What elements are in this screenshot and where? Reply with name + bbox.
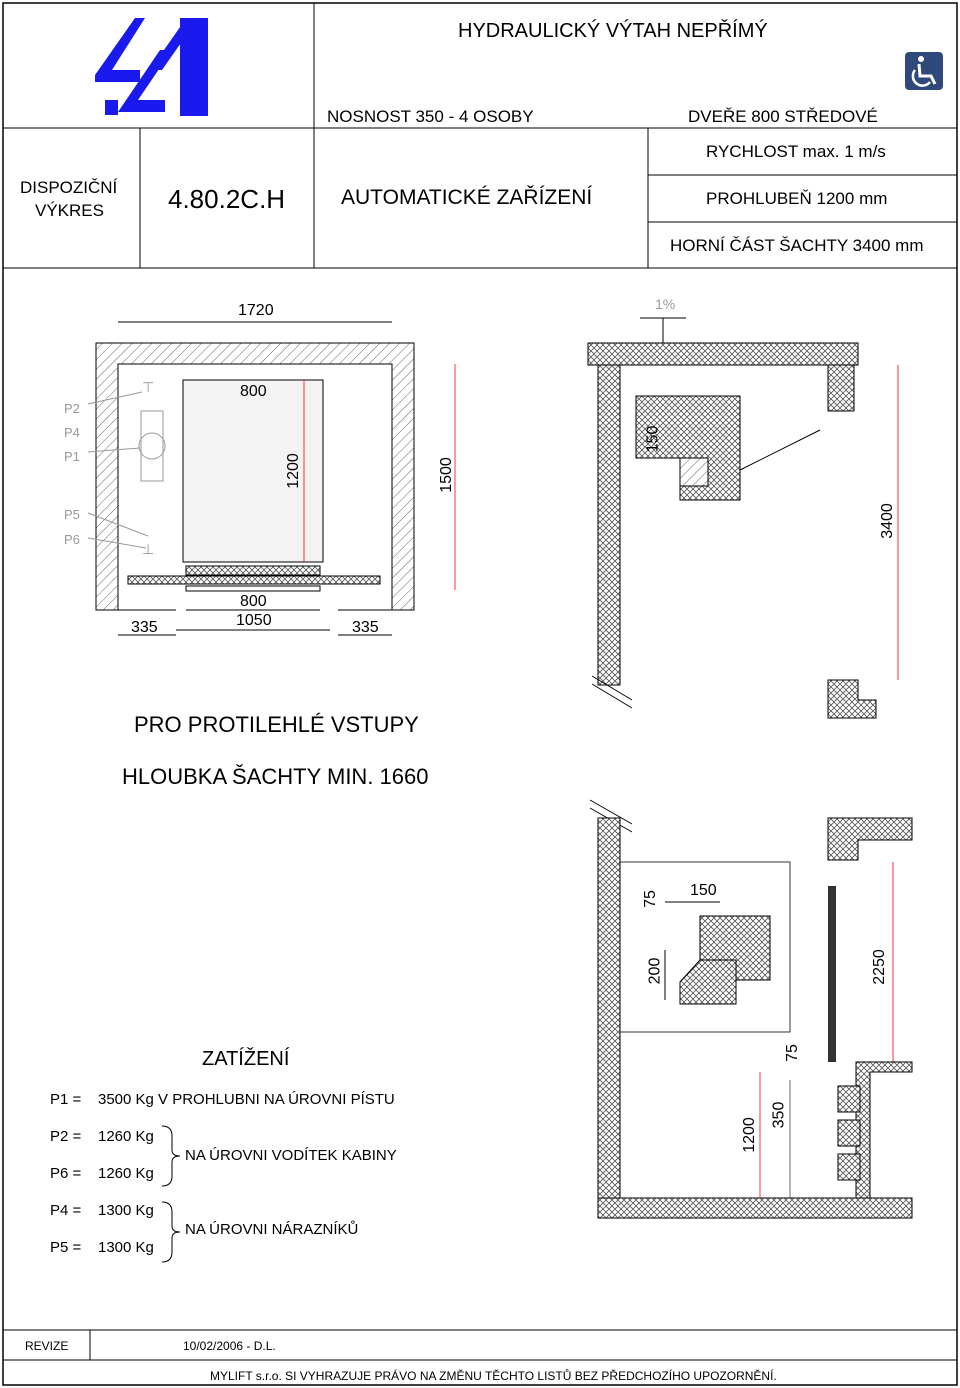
- section-top: [588, 318, 898, 718]
- group2-text: NA ÚROVNI NÁRAZNÍKŮ: [185, 1221, 359, 1238]
- group1-text: NA ÚROVNI VODÍTEK KABINY: [185, 1147, 397, 1164]
- drawing-type-1: DISPOZIČNÍ: [20, 178, 118, 197]
- dim-cabin-depth: 1200: [284, 453, 302, 489]
- dim-1200: 1200: [740, 1117, 758, 1153]
- note-shaft-depth: HLOUBKA ŠACHTY MIN. 1660: [122, 764, 429, 789]
- dim-top-150: 150: [644, 425, 662, 453]
- drawing-number: 4.80.2C.H: [168, 184, 286, 214]
- doors-text: DVEŘE 800 STŘEDOVÉ: [688, 107, 878, 126]
- label-p5: P5: [64, 507, 80, 522]
- revision-label: REVIZE: [25, 1339, 69, 1353]
- dim-shaft-depth: 1500: [437, 457, 455, 493]
- dim-door-1050: 1050: [236, 612, 272, 629]
- label-p2: P2: [64, 401, 80, 416]
- speed-text: RYCHLOST max. 1 m/s: [706, 142, 886, 161]
- dim-wall-right: 335: [352, 619, 379, 636]
- p4-value: 1300 Kg: [98, 1202, 154, 1219]
- load-braces: [162, 1126, 180, 1262]
- dim-1720: 1720: [238, 302, 274, 319]
- dim-350: 350: [770, 1101, 788, 1129]
- dim-200: 200: [646, 957, 664, 985]
- automation-text: AUTOMATICKÉ ZAŘÍZENÍ: [341, 186, 593, 209]
- slope-text: 1%: [655, 296, 676, 312]
- plan-view: [88, 322, 455, 635]
- revision-value: 10/02/2006 - D.L.: [183, 1339, 276, 1353]
- p1-label: P1 =: [50, 1091, 82, 1108]
- p2-label: P2 =: [50, 1128, 82, 1145]
- wheelchair-icon: [905, 52, 943, 90]
- dim-cabin-width: 800: [240, 383, 267, 400]
- p2-value: 1260 Kg: [98, 1128, 154, 1145]
- label-p1: P1: [64, 449, 80, 464]
- headroom-text: HORNÍ ČÁST ŠACHTY 3400 mm: [670, 236, 924, 255]
- section-bottom: [590, 800, 912, 1218]
- drawing-type-2: VÝKRES: [35, 201, 104, 220]
- p5-value: 1300 Kg: [98, 1239, 154, 1256]
- svg-text:⊤: ⊤: [142, 379, 155, 395]
- drawing-title: HYDRAULICKÝ VÝTAH NEPŘÍMÝ: [458, 20, 768, 42]
- loads-title: ZATÍŽENÍ: [202, 1048, 290, 1070]
- p6-value: 1260 Kg: [98, 1165, 154, 1182]
- label-p4: P4: [64, 425, 80, 440]
- label-p6: P6: [64, 532, 80, 547]
- svg-text:⊥: ⊥: [142, 541, 155, 557]
- dim-75-top: 75: [641, 890, 659, 908]
- p1-text: 3500 Kg V PROHLUBNI NA ÚROVNI PÍSTU: [98, 1091, 395, 1108]
- dim-2250: 2250: [870, 949, 888, 985]
- dim-75-bottom: 75: [783, 1044, 801, 1062]
- dim-3400: 3400: [878, 503, 896, 539]
- pit-text: PROHLUBEŇ 1200 mm: [706, 189, 888, 208]
- copyright-text: MYLIFT s.r.o. SI VYHRAZUJE PRÁVO NA ZMĚNU TĚCHTO LISTŮ BEZ PŘEDCHOZÍHO UPOZORNĚNÍ.: [210, 1369, 777, 1383]
- mylift-logo: [95, 18, 208, 116]
- note-opposite-entries: PRO PROTILEHLÉ VSTUPY: [134, 712, 419, 737]
- p5-label: P5 =: [50, 1239, 82, 1256]
- dim-150: 150: [690, 882, 717, 899]
- p4-label: P4 =: [50, 1202, 82, 1219]
- footer-grid: [3, 1330, 957, 1360]
- dim-wall-left: 335: [131, 619, 158, 636]
- p6-label: P6 =: [50, 1165, 82, 1182]
- capacity-text: NOSNOST 350 - 4 OSOBY: [327, 107, 534, 126]
- dim-door-800: 800: [240, 593, 267, 610]
